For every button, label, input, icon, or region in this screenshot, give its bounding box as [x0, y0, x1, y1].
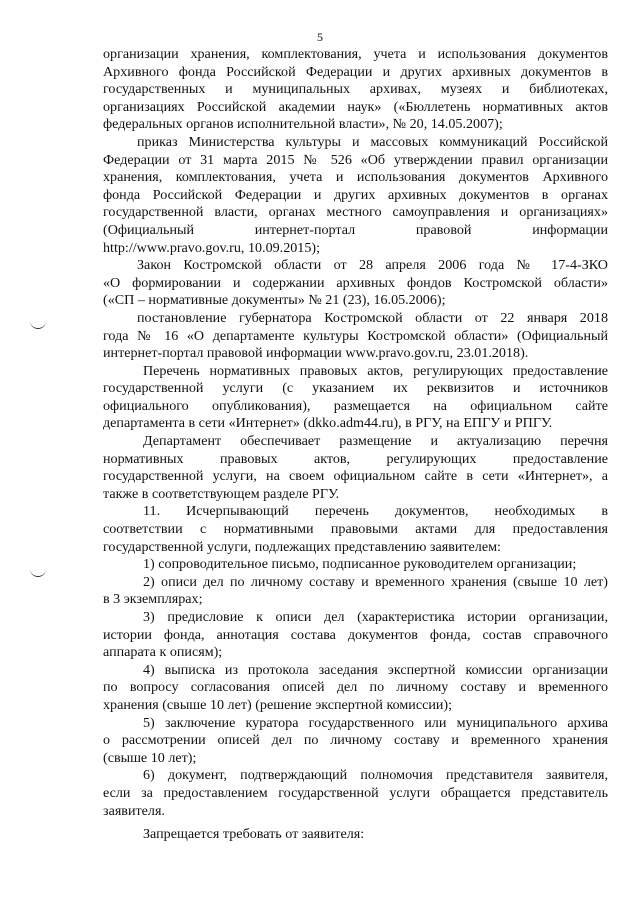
text-line: соответствии с нормативными правовыми актами для предоставления: [103, 521, 608, 538]
paragraph-order-ministry: [103, 134, 608, 257]
text-line: года № 16 «О департаменте культуры Костромской области» (Официальный: [103, 327, 608, 344]
paragraph-prohibition: [103, 826, 608, 844]
text-line: организациях Российской академии наук» («Бюллетень нормативных актов: [103, 98, 608, 115]
list-item: [103, 609, 608, 662]
text-line: истории фонда, аннотация состава документов фонда, состав справочного: [103, 626, 608, 643]
text-line: Архивного фонда Российской Федерации и других архивных документов в: [103, 63, 608, 80]
text-line: 2) описи дел по личному составу и временного хранения (свыше 10 лет): [143, 573, 608, 590]
text-line: приказ Министерства культуры и массовых коммуникаций Российской: [137, 133, 608, 150]
text-line: официального опубликования), размещается на официальном сайте: [103, 397, 608, 414]
text-line: Запрещается требовать от заявителя:: [143, 826, 365, 843]
text-line: 1) сопроводительное письмо, подписанное руководителем организации;: [143, 556, 577, 573]
text-line: 3) предисловие к описи дел (характеристика истории организации,: [143, 609, 608, 625]
text-line: федеральных органов исполнительной власти», № 20, 14.05.2007);: [103, 116, 503, 133]
text-line: государственных и муниципальных архивах, музеях и библиотеках,: [103, 81, 608, 98]
text-line: 11. Исчерпывающий перечень документов, необходимых в: [143, 503, 608, 520]
list-item: [103, 767, 608, 820]
text-line: государственной услуги, подлежащих представлению заявителем:: [103, 538, 501, 555]
paragraph-department-duty: [103, 433, 608, 503]
text-line: департамента в сети «Интернет» (dkko.adm44.ru), в РГУ, на ЕПГУ и РПГУ.: [103, 415, 553, 432]
text-line: Федерации от 31 марта 2015 № 526 «Об утверждении правил организации: [103, 151, 608, 168]
list-item: [103, 556, 608, 574]
list-item: [103, 662, 608, 715]
text-line: хранения, комплектования, учета и использования документов Архивного: [103, 169, 608, 186]
text-line: организации хранения, комплектования, учета и использования документов: [103, 46, 608, 62]
list-item: [103, 715, 608, 768]
text-line: фонда Российской Федерации и других архивных документов в органах: [103, 186, 608, 203]
paragraph-regional-law: [103, 257, 608, 310]
text-line: аппарата к описям);: [103, 644, 223, 661]
text-line: (свыше 10 лет);: [103, 749, 197, 766]
text-line: нормативных правовых актов, регулирующих предоставление: [103, 450, 608, 467]
text-line: постановление губернатора Костромской области от 22 января 2018: [137, 309, 608, 326]
text-line: «О формировании и содержании архивных фондов Костромской области»: [103, 274, 608, 291]
margin-mark: [30, 320, 46, 329]
page-number: 5: [317, 30, 323, 44]
text-line: http://www.pravo.gov.ru, 10.09.2015);: [103, 239, 320, 256]
text-line: Перечень нормативных правовых актов, регулирующих предоставление: [143, 362, 608, 379]
text-line: интернет-портал правовой информации www.pravo.gov.ru, 23.01.2018).: [103, 345, 529, 362]
text-line: также в соответствующем разделе РГУ.: [103, 485, 340, 502]
list-item: [103, 574, 608, 609]
text-line: государственной услуги (с указанием их реквизитов и источников: [103, 380, 608, 397]
text-line: заявителя.: [103, 802, 165, 819]
text-line: о рассмотрении описей дел по личному составу и временного хранения: [103, 732, 608, 749]
text-line: хранения (свыше 10 лет) (решение экспертной комиссии);: [103, 696, 453, 713]
text-line: Департамент обеспечивает размещение и актуализацию перечня: [143, 433, 608, 450]
text-line: если за предоставлением государственной услуги обращается представитель: [103, 784, 608, 801]
text-line: (Официальный интернет-портал правовой информации: [103, 221, 608, 238]
text-line: по вопросу согласования описей дел по личному составу и временного: [103, 679, 608, 696]
text-line: 6) документ, подтверждающий полномочия представителя заявителя,: [143, 767, 608, 784]
text-line: («СП – нормативные документы» № 21 (23), 16.05.2006);: [103, 292, 446, 309]
text-line: государственной власти, органах местного самоуправления и организациях»: [103, 204, 608, 221]
text-line: государственной услуги, на своем официальном сайте в сети «Интернет», а: [103, 468, 608, 485]
text-line: 4) выписка из протокола заседания экспертной комиссии организации: [143, 661, 608, 678]
margin-mark: [30, 568, 46, 577]
text-line: 5) заключение куратора государственного или муниципального архива: [143, 714, 608, 731]
paragraph-continuation: [103, 46, 608, 134]
text-line: в 3 экземплярах;: [103, 591, 203, 608]
paragraph-acts-list: [103, 363, 608, 433]
document-body: [103, 46, 608, 844]
paragraph-section-11: [103, 503, 608, 556]
text-line: Закон Костромской области от 28 апреля 2006 года № 17-4-ЗКО: [137, 257, 608, 274]
paragraph-governor-resolution: [103, 310, 608, 363]
